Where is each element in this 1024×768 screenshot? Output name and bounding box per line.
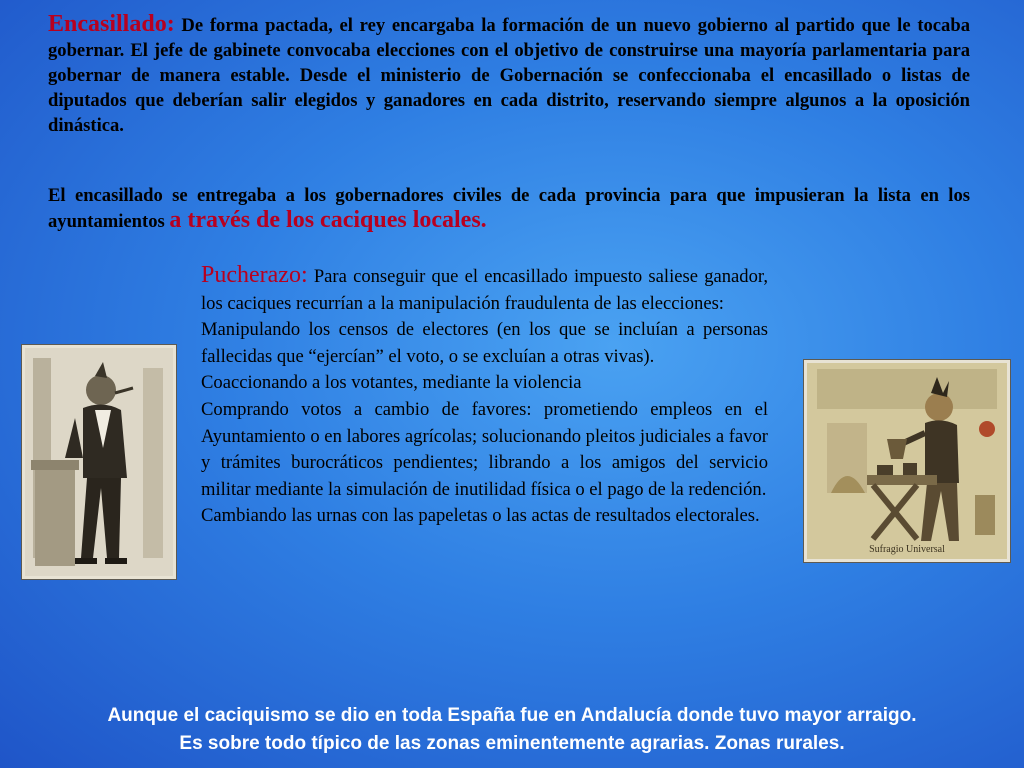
sufragio-universal-caption: Sufragio Universal	[869, 544, 945, 555]
sufragio-universal-image	[804, 360, 1010, 562]
pucherazo-block	[201, 262, 768, 530]
cacique-engraving-image	[22, 345, 176, 579]
caciques-highlight: a través de los caciques locales.	[169, 207, 487, 233]
encasillado-term: Encasillado:	[48, 11, 175, 37]
pucherazo-term: Pucherazo:	[201, 262, 308, 288]
pucherazo-item: Cambiando las urnas con las papeletas o las actas de resultados electorales.	[201, 505, 760, 527]
pucherazo-item: Coaccionando a los votantes, mediante la violencia	[201, 372, 582, 394]
footer-line-2: Es sobre todo típico de las zonas eminentemente agrarias. Zonas rurales.	[179, 733, 845, 754]
footer-note	[0, 702, 1024, 758]
encasillado-paragraph	[48, 12, 970, 138]
sufragio-universal-illustration	[807, 363, 1007, 559]
pucherazo-item: Manipulando los censos de electores (en los que se incluían a personas fallecidas que “ejercían” el voto, o se excluían a otras vivas).	[201, 319, 768, 367]
pucherazo-intro	[201, 262, 768, 317]
encasillado-delivery-text: El encasillado se entregaba a los gobernadores civiles de cada provincia para que impusieran la lista en los ayuntamientos	[48, 185, 970, 232]
encasillado-text: De forma pactada, el rey encargaba la formación de un nuevo gobierno al partido que le tocaba gobernar. El jefe de gabinete convocaba elecciones con el objetivo de construirse una mayoría parlamentaria para gobernar de manera estable. Desde el ministerio de Gobernación se confeccionaba el encasillado o listas de diputados que deberían salir elegidos y ganadores en cada distrito, reservando siempre algunos a la oposición dinástica.	[48, 15, 970, 136]
cacique-figure-illustration	[25, 348, 173, 576]
pucherazo-item: Comprando votos a cambio de favores: prometiendo empleos en el Ayuntamiento o en labores agrícolas; solucionando pleitos judiciales a favor y trámites burocráticos pendientes; librando a los amigos del servicio militar mediante la simulación de inutilidad física o el pago de la redención.	[201, 398, 768, 500]
encasillado-delivery-paragraph	[48, 183, 970, 234]
pucherazo-intro-text: Para conseguir que el encasillado impuesto saliese ganador, los caciques recurrían a la manipulación fraudulenta de las elecciones:	[201, 266, 768, 314]
footer-line-1: Aunque el caciquismo se dio en toda España fue en Andalucía donde tuvo mayor arraigo.	[107, 705, 917, 726]
